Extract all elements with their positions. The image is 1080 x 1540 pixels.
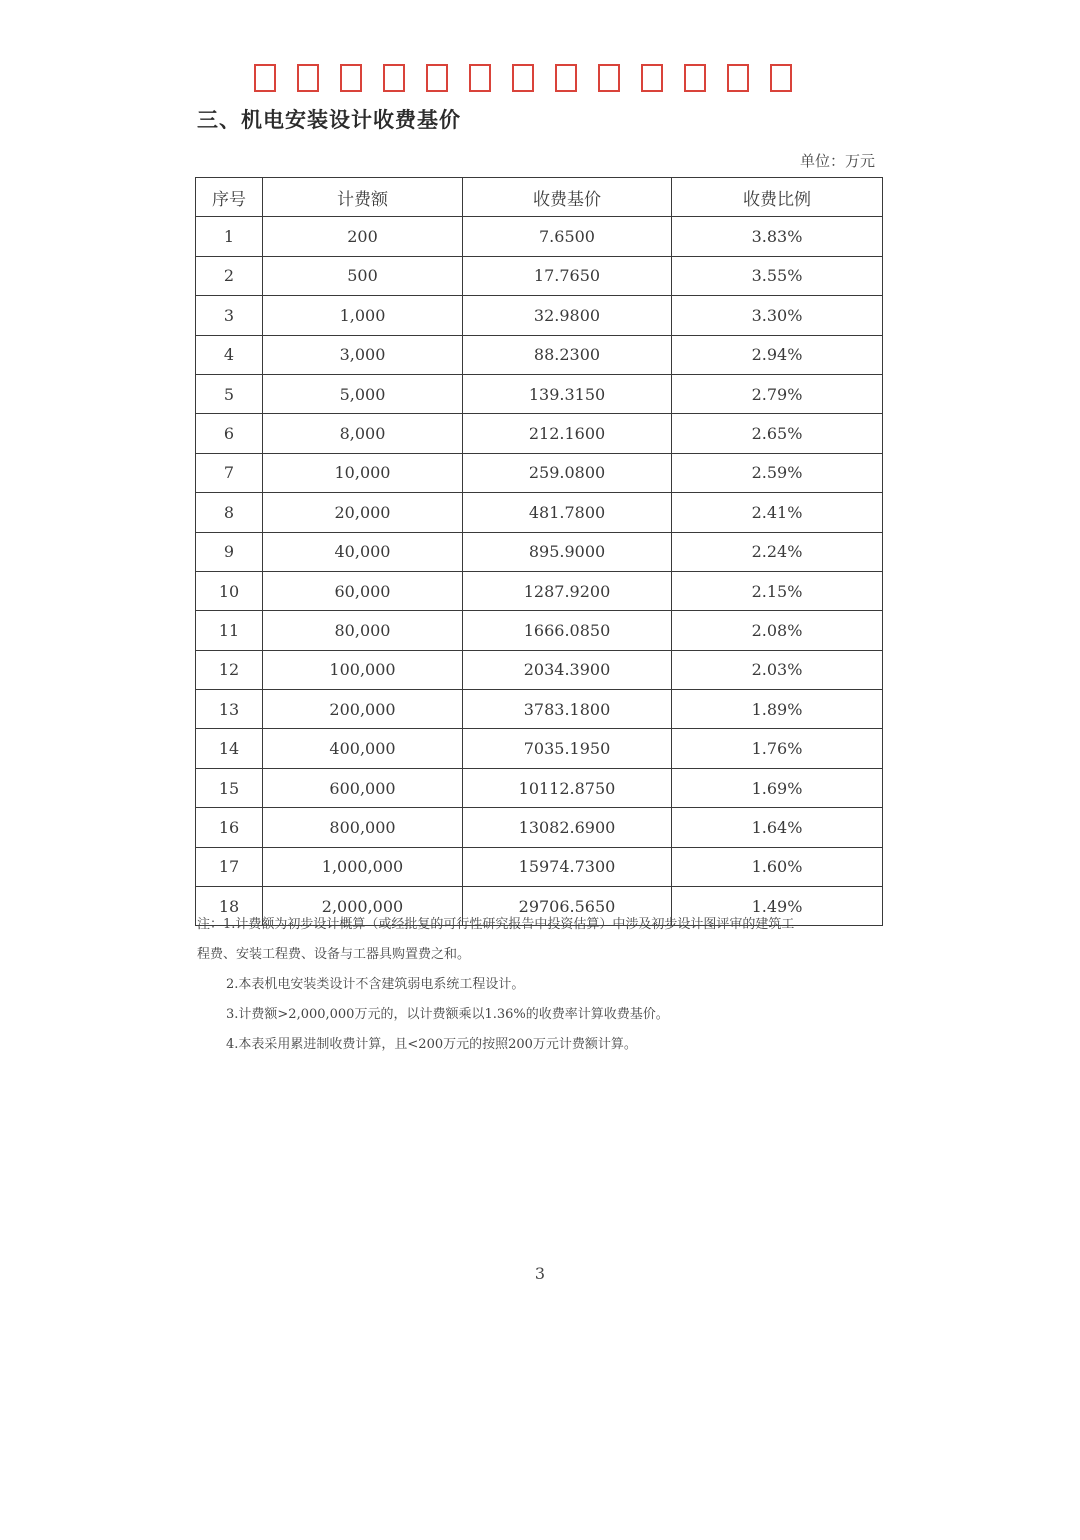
cell-fee-amount: 600,000 — [263, 768, 463, 807]
table-body — [196, 217, 883, 926]
cell-ratio: 1.64% — [672, 808, 883, 847]
cell-ratio: 1.76% — [672, 729, 883, 768]
cell-ratio: 3.55% — [672, 256, 883, 295]
page-number: 3 — [534, 1264, 546, 1283]
red-box — [297, 64, 319, 92]
cell-fee-amount: 1,000,000 — [263, 847, 463, 886]
cell-fee-amount: 400,000 — [263, 729, 463, 768]
cell-ratio: 2.03% — [672, 650, 883, 689]
cell-ratio: 2.24% — [672, 532, 883, 571]
red-box — [469, 64, 491, 92]
cell-base-price: 10112.8750 — [463, 768, 672, 807]
table-header-row — [196, 178, 883, 217]
red-box — [254, 64, 276, 92]
red-box — [512, 64, 534, 92]
table-row — [196, 493, 883, 532]
cell-fee-amount: 3,000 — [263, 335, 463, 374]
cell-index: 14 — [196, 729, 263, 768]
cell-ratio: 2.15% — [672, 571, 883, 610]
cell-base-price: 212.1600 — [463, 414, 672, 453]
cell-fee-amount: 500 — [263, 256, 463, 295]
cell-index: 5 — [196, 374, 263, 413]
cell-fee-amount: 60,000 — [263, 571, 463, 610]
cell-ratio: 2.94% — [672, 335, 883, 374]
cell-base-price: 7.6500 — [463, 217, 672, 256]
red-box — [555, 64, 577, 92]
red-box — [684, 64, 706, 92]
table-row — [196, 256, 883, 295]
note-1-line-1: 注：1.计费额为初步设计概算（或经批复的可行性研究报告中投资估算）中涉及初步设计图评审的建筑工 — [197, 917, 795, 932]
cell-fee-amount: 5,000 — [263, 374, 463, 413]
note-1-line-2: 程费、安装工程费、设备与工器具购置费之和。 — [197, 947, 471, 962]
cell-ratio: 2.79% — [672, 374, 883, 413]
cell-ratio: 2.65% — [672, 414, 883, 453]
table-row — [196, 571, 883, 610]
cell-index: 12 — [196, 650, 263, 689]
table-row — [196, 532, 883, 571]
table-row — [196, 611, 883, 650]
cell-base-price: 7035.1950 — [463, 729, 672, 768]
table-row — [196, 217, 883, 256]
cell-base-price: 481.7800 — [463, 493, 672, 532]
cell-index: 2 — [196, 256, 263, 295]
cell-base-price: 15974.7300 — [463, 847, 672, 886]
cell-ratio: 2.59% — [672, 453, 883, 492]
table-row — [196, 768, 883, 807]
cell-fee-amount: 8,000 — [263, 414, 463, 453]
notes-section — [197, 910, 887, 1060]
table-row — [196, 296, 883, 335]
cell-index: 9 — [196, 532, 263, 571]
cell-fee-amount: 10,000 — [263, 453, 463, 492]
cell-base-price: 1287.9200 — [463, 571, 672, 610]
cell-ratio: 1.49% — [672, 887, 883, 926]
table-row — [196, 690, 883, 729]
cell-fee-amount: 2,000,000 — [263, 887, 463, 926]
cell-base-price: 1666.0850 — [463, 611, 672, 650]
cell-index: 13 — [196, 690, 263, 729]
note-3: 3.计费额>2,000,000万元的，以计费额乘以1.36%的收费率计算收费基价。 — [226, 1007, 669, 1022]
cell-base-price: 139.3150 — [463, 374, 672, 413]
cell-base-price: 259.0800 — [463, 453, 672, 492]
cell-fee-amount: 200,000 — [263, 690, 463, 729]
cell-index: 17 — [196, 847, 263, 886]
red-box — [641, 64, 663, 92]
unit-label: 单位：万元 — [799, 152, 875, 170]
table-row — [196, 453, 883, 492]
note-2: 2.本表机电安装类设计不含建筑弱电系统工程设计。 — [226, 977, 525, 992]
cell-ratio: 3.83% — [672, 217, 883, 256]
table-row — [196, 374, 883, 413]
cell-index: 6 — [196, 414, 263, 453]
table-row — [196, 650, 883, 689]
cell-index: 11 — [196, 611, 263, 650]
cell-ratio: 1.69% — [672, 768, 883, 807]
col-header-fee-amount: 计费额 — [263, 178, 463, 217]
cell-fee-amount: 40,000 — [263, 532, 463, 571]
header-red-boxes — [254, 64, 792, 92]
cell-base-price: 29706.5650 — [463, 887, 672, 926]
cell-index: 18 — [196, 887, 263, 926]
cell-ratio: 2.08% — [672, 611, 883, 650]
cell-ratio: 1.89% — [672, 690, 883, 729]
cell-index: 15 — [196, 768, 263, 807]
table-row — [196, 729, 883, 768]
fee-table — [195, 177, 883, 926]
cell-fee-amount: 20,000 — [263, 493, 463, 532]
cell-index: 8 — [196, 493, 263, 532]
cell-ratio: 3.30% — [672, 296, 883, 335]
table-row — [196, 808, 883, 847]
cell-ratio: 1.60% — [672, 847, 883, 886]
col-header-ratio: 收费比例 — [672, 178, 883, 217]
cell-base-price: 2034.3900 — [463, 650, 672, 689]
cell-fee-amount: 1,000 — [263, 296, 463, 335]
cell-base-price: 88.2300 — [463, 335, 672, 374]
cell-fee-amount: 200 — [263, 217, 463, 256]
cell-index: 10 — [196, 571, 263, 610]
red-box — [383, 64, 405, 92]
cell-ratio: 2.41% — [672, 493, 883, 532]
red-box — [598, 64, 620, 92]
table-row — [196, 847, 883, 886]
table-row — [196, 335, 883, 374]
cell-index: 1 — [196, 217, 263, 256]
red-box — [770, 64, 792, 92]
note-4: 4.本表采用累进制收费计算，且<200万元的按照200万元计费额计算。 — [226, 1037, 637, 1052]
cell-fee-amount: 80,000 — [263, 611, 463, 650]
cell-fee-amount: 100,000 — [263, 650, 463, 689]
red-box — [340, 64, 362, 92]
red-box — [727, 64, 749, 92]
cell-base-price: 3783.1800 — [463, 690, 672, 729]
cell-index: 7 — [196, 453, 263, 492]
cell-fee-amount: 800,000 — [263, 808, 463, 847]
table-row — [196, 414, 883, 453]
cell-base-price: 32.9800 — [463, 296, 672, 335]
page-title: 三、机电安装设计收费基价 — [197, 108, 461, 132]
cell-base-price: 13082.6900 — [463, 808, 672, 847]
red-box — [426, 64, 448, 92]
col-header-base-price: 收费基价 — [463, 178, 672, 217]
cell-index: 4 — [196, 335, 263, 374]
col-header-index: 序号 — [196, 178, 263, 217]
cell-base-price: 17.7650 — [463, 256, 672, 295]
cell-base-price: 895.9000 — [463, 532, 672, 571]
cell-index: 16 — [196, 808, 263, 847]
cell-index: 3 — [196, 296, 263, 335]
